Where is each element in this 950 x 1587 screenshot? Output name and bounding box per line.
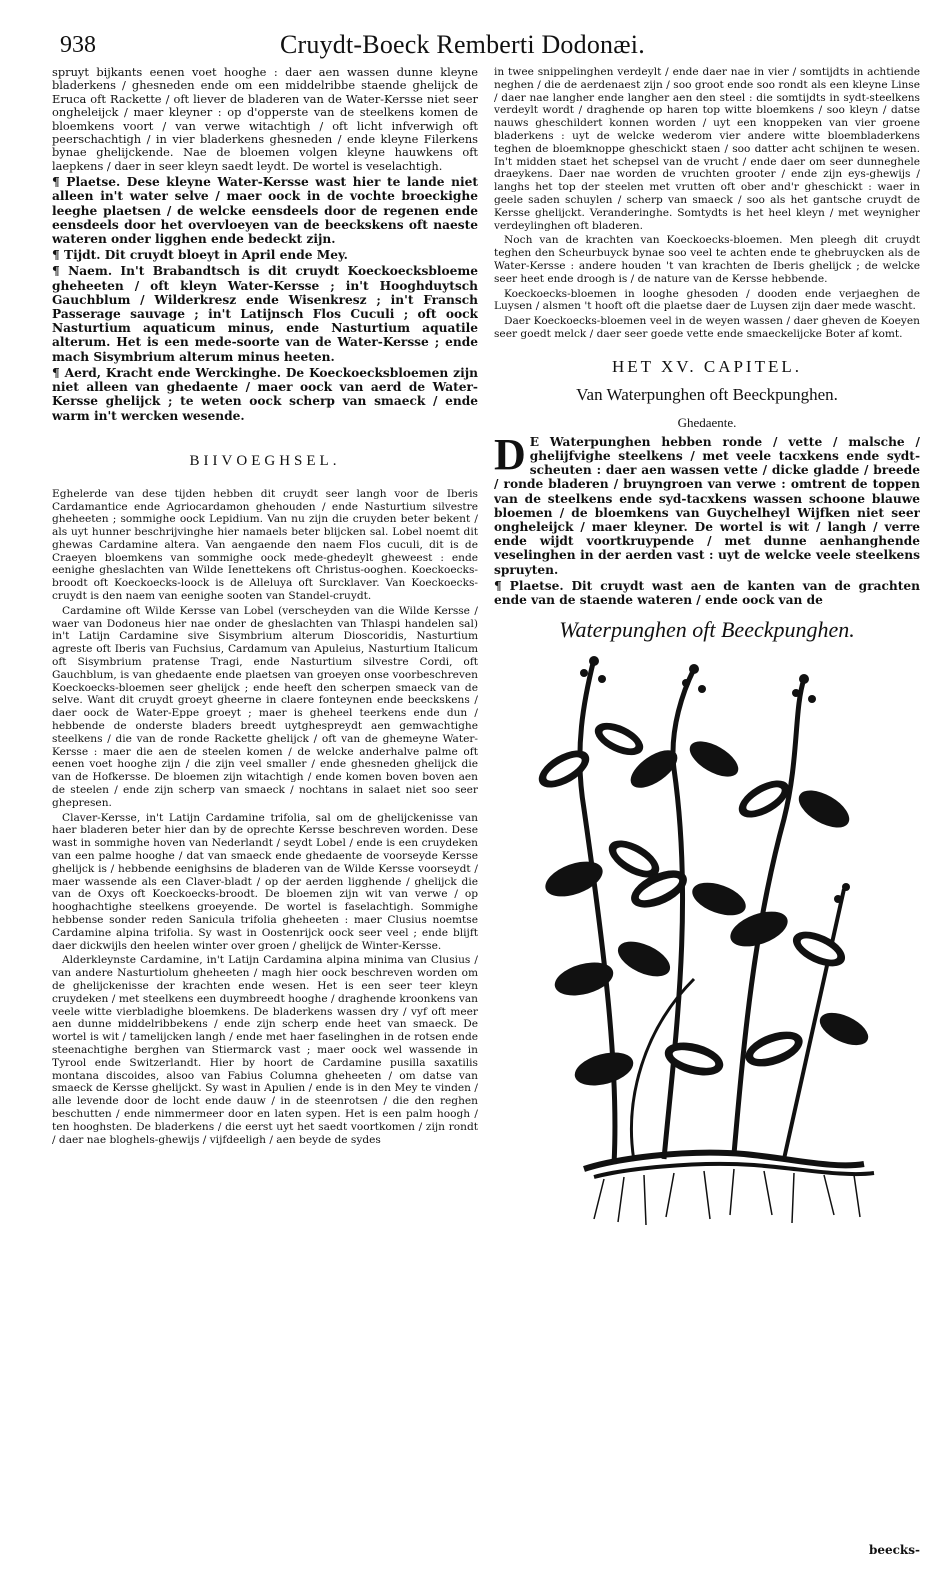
- right-column: [494, 66, 920, 1567]
- time-paragraph: ¶ Tijdt. Dit cruydt bloeyt in April ende Mey.: [52, 248, 348, 263]
- body-paragraph: in twee snippelinghen verdeylt / ende daer nae in vier / somtijdts in achtiende neghen / die de aerdenaest zijn / soo groot ende soo rondt als een kleyne Linse / daer nae langher ende langher aen den steel : die somtijdts in sydt-steelkens verdeylt wordt / draghende op haren top witte bloemkens / soo kleyn / datse nauws gheschildert konnen worden / uyt een knoppeken van vier groene bladerkens : uyt de welcke wederom vier andere witte bloembladerkens teghen de bloemknoppe gheschickt staen / soo datter acht schijnen te wesen. In't midden staet het schepsel van de vrucht / ende daer om seer dunneghele draeykens. Daer nae worden de vruchten grooter / ende zijn eys-ghewijs / langhs het top der steelen met vrutten oft ober and'r gheschickt : waer in geele saden schuylen / scherp van smaeck / soo als het gantsche cruydt de Kersse ghelijckt. Veranderinghe. Somtydts is het heel kleyn / met weynigher verdeylinghen oft bladeren.: [494, 66, 920, 232]
- catchword: beecks-: [868, 1543, 920, 1557]
- body-paragraph: spruyt bijkants eenen voet hooghe : daer aen wassen dunne kleyne bladerkens / ghesneden ende om een middelribbe staende ghelijck de Eruca oft Rackette / oft liever de bladeren van de Water-Kersse niet seer ongheleijck / maer kleyner : op d'opperste van de steelkens komen de bloemkens voort / van verwe witachtigh / oft licht infverwigh oft peerschachtigh / in vier bladerkens ghesneden / ende kleyne Filerkens bynae ghelijckende. Nae de bloemen volgen kleyne hauwkens oft laepkens / daer in seer kleyn saedt leydt. De wortel is veselachtigh.: [52, 66, 478, 173]
- section-subheading: Ghedaente.: [677, 414, 737, 430]
- figure-caption: Waterpunghen oft Beeckpunghen.: [559, 617, 855, 643]
- body-paragraph: Daer Koeckoecks-bloemen veel in de weyen wassen / daer gheven de Koeyen seer goedt melck / daer seer goede vette ende smaeckelijcke Boter af komt.: [494, 315, 920, 340]
- bijvoeghsel-paragraph: Eghelerde van dese tijden hebben dit cruydt seer langh voor de Iberis Cardamantice ende Agriocardamon ghehouden / ende Nasturtium silvestre gheheeten ; sommighe oock Lepidium. Van nu zijn die cruyden beter bekent / als uyt hunner beschrijvinghe hier namaels beter blijcken sal. Lobel noemt dit ghewas Cardamine altera. Van aengaende den naem Flos cuculi, dit is de Craeyen bloemkens van sommighe oock mede-ghedeylt gheweest : ende eenighe gheslachten van Wilde Ienettekens oft Christus-ooghen. Koeckoecks-broodt oft Koeckoecks-loock is de Alleluya oft Surcklaver. Van Koeckoecks-cruydt is den naem van eenighe sooten van Standel-cruydt.: [52, 487, 478, 603]
- woodcut-svg: [524, 649, 884, 1249]
- bijvoeghsel-paragraph: Cardamine oft Wilde Kersse van Lobel (verscheyden van die Wilde Kersse / waer van Dodoneus hier nae onder de gheslachten van Thlaspi handelen sal) in't Latijn Cardamine sive Sisymbrium alterum Dioscoridis, Nasturtium agreste oft Iberis van Fuchsius, Cardamum van Apuleius, Nasturtium Italicum oft Sisymbrium pratense Tragi, ende Nasturtium silvestre Cordi, oft Gauchblum, is van ghedaente ende plaetsen van groeyen onse voorbeschreven Koeckoecks-bloemen seer ghelijck ; ende heeft den scherpen smaeck van de selve. Want dit cruydt groeyt gheerne in claere fonteynen ende beeckskens / daer oock de Water-Eppe groeyt ; maer is gheheel teerkens ende dun / hebbende de onderste bladers breedt uytghespreydt aen gemwachtighe steelkens / die van de ronde Rackette ghelijck / oft van de ghemeyne Water-Kersse : maer die aen de steelen komen / de welcke anderhalve palme oft eenen voet hooghe zijn / die zijn veel smaller / ende ghesneden ghelijck die van de Hofkersse. De bloemen zijn witachtigh / ende komen boven boven aen de steelen / ende zijn scherp van smaeck / nochtans in salaet niet soo seer ghepresen.: [52, 604, 478, 809]
- nature-paragraph: ¶ Aerd, Kracht ende Werckinghe. De Koeckoecksbloemen zijn niet alleen van ghedaente / maer oock van aerd de Water-Kersse ghelijck ; te weten oock scherp van smaeck / ende warm in't wercken wesende.: [52, 365, 478, 423]
- place-paragraph: ¶ Plaetse. Dese kleyne Water-Kersse wast hier te lande niet alleen in't water selve / maer oock in de vochte broeckighe leeghe plaetsen / de welcke eensdeels door de regenen ende eensdeels door het overvloeyen van de beeckskens oft naeste wateren onder ligghen ende bedeckt zijn.: [52, 175, 478, 247]
- chapter-heading: HET XV. CAPITEL.: [612, 356, 802, 376]
- drop-cap: D: [494, 429, 526, 479]
- place-paragraph: ¶ Plaetse. Dit cruydt wast aen de kanten van de grachten ende van de staende wateren / ende oock van de: [494, 578, 920, 607]
- left-column: [52, 66, 478, 1567]
- chapter-title: Van Waterpunghen oft Beeckpunghen.: [576, 384, 838, 404]
- bijvoeghsel-heading: BIIVOEGHSEL.: [189, 452, 341, 469]
- body-paragraph: Koeckoecks-bloemen in looghe ghesoden / dooden ende verjaeghen de Luysen / alsmen 't hooft oft die plaetse daer de Luysen zijn daer mede wascht.: [494, 287, 920, 313]
- name-paragraph: ¶ Naem. In't Brabandtsch is dit cruydt Koeckoecksbloeme gheheeten / oft kleyn Water-Kersse ; in't Hooghduytsch Gauchblum / Wilderkresz ende Wisenkresz ; in't Fransch Passerage sauvage ; in't Latijnsch Flos Cuculi ; oft oock Nasturtium aquaticum minus, ende Nasturtium aquatile alterum. Het is een mede-soorte van de Water-Kersse ; ende mach Sisymbrium alterum minus heeten.: [52, 264, 478, 364]
- bijvoeghsel-paragraph: Alderkleynste Cardamine, in't Latijn Cardamina alpina minima van Clusius / van andere Nasturtiolum gheheeten / magh hier oock beschreven worden om de ghelijckenisse der krachten ende wesen. Het is een seer teer kleyn cruydeken / met steelkens een duymbreedt hooghe / draghende kroonkens van veele witte vierbladighe bloemkens. De bladerkens wassen dry / vyf oft meer aen dunne middelribbekens / ende zijn scherp ende heet van smaeck. De wortel is wit / tamelijcken langh / ende met haer faselinghen in de rotsen ende steenachtighe berghen van Stiermarck vast ; maer oock wel wassende in Tyrool ende Switzerlandt. Hier by hoort de Cardamine pusilla saxatilis montana discoides, alsoo van Fabius Columna gheheeten / om datse van smaeck de Kersse ghelijckt. Sy wast in Apulien / ende is in den Mey te vinden / alle levende door de locht ende dauw / in de steenrotsen / die den reghen beschutten / ende nimmermeer door en laten sypen. Het is een palm hoogh / ten hooghsten. De bladerkens / die eerst uyt het saedt voortkomen / zijn rondt / daer nae bloghels-ghewijs / vijfdeeligh / aen beyde de sydes: [52, 954, 478, 1146]
- running-title: Cruydt-Boeck Remberti Dodonæi.: [280, 30, 645, 59]
- bijvoeghsel-paragraph: Claver-Kersse, in't Latijn Cardamine trifolia, sal om de ghelijckenisse van haer bladeren beter hier dan by de oprechte Kersse beschreven worden. Dese wast in sommighe hoven van Nederlandt / seydt Lobel / ende is een cruydeken van een palme hooghe / dat van smaeck ende ghedaente de voorseyde Kersse ghelijck is / hebbende eenighsins de bladeren van de Wilde Kersse voorseydt / maer wassende als een Claver-bladt / op der aerden ligghende / ghelijck die van de Oxys oft Koeckoecks-broodt. De bloemen zijn wit van verwe / op hooghachtighe steelkens groeyende. De wortel is faselachtigh. Sommighe hebbense sonder reden Sanicula trifolia gheheeten : maer Clusius noemtse Cardamine alpina trifolia. Sy wast in Oostenrijck oock seer veel ; ende blijft daer dickwijls den heelen winter over groen / ghelijck de Winter-Kersse.: [52, 811, 478, 952]
- page-number: 938: [60, 32, 96, 58]
- page-header: [40, 30, 910, 70]
- body-paragraph: Noch van de krachten van Koeckoecks-bloemen. Men pleegh dit cruydt teghen den Scheurbuyck bynae soo veel te achten ende te ghebruycken als de Water-Kersse : andere houden 't van krachten de Iberis ghelijck ; de welcke seer heet ende droogh is / de nature van de Kersse hebbende.: [494, 234, 920, 285]
- description-text: E Waterpunghen hebben ronde / vette / malsche / ghelijfvighe steelkens / met veele tacxkens ende sydt-scheuten : daer aen wassen vette / dicke gladde / breede / ronde bladeren / bruyngroen van verwe : omtrent de toppen van de steelkens ende syd-tacxkens wassen schoone blauwe bloemen / de bloemkens van Guychelheyl Wijfken niet seer ongheleijck / maer kleyner. De wortel is wit / langh / verre ende wijdt voortkruypende / met dunne aenhanghende veselinghen in der aerden vast : uyt de welcke veele steelkens spruyten.: [494, 434, 920, 577]
- description-paragraph: [494, 429, 920, 577]
- plant-woodcut-illustration: [494, 649, 920, 1269]
